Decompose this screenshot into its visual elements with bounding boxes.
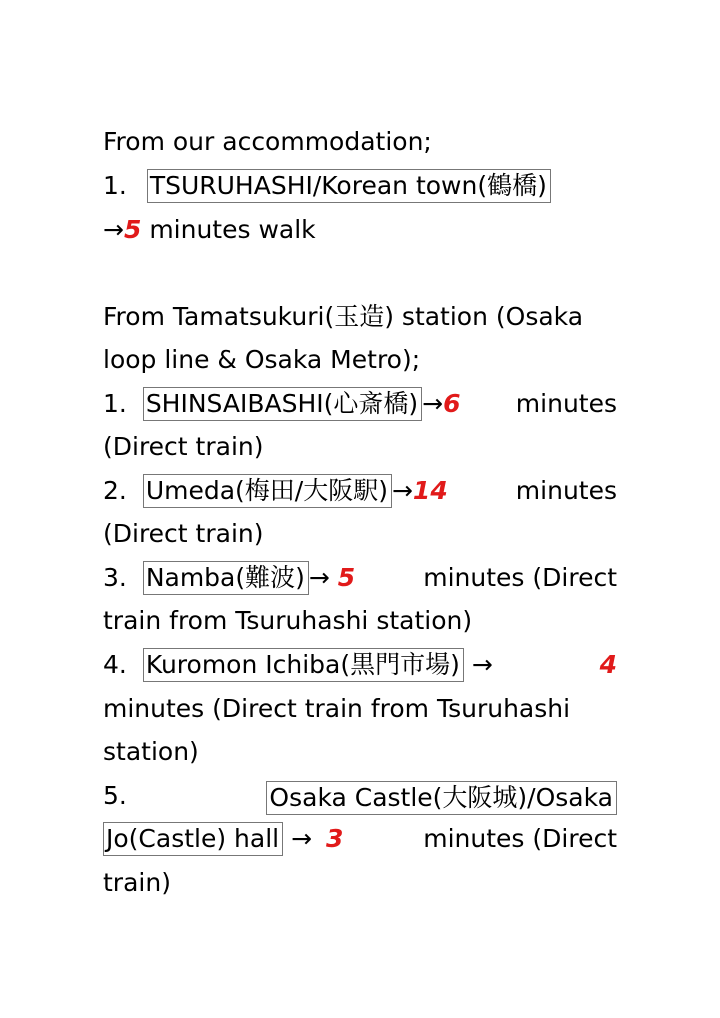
item-index: 5. [103,781,127,810]
list-item [103,476,617,510]
minutes-label: minutes (Direct [423,563,617,592]
station-heading-line-1 [103,302,617,336]
minutes-number: 4 [599,650,617,679]
destination-box: Osaka Castle(大阪城)/Osaka [266,781,617,815]
list-item-continuation: minutes (Direct train from Tsuruhashi [103,694,571,723]
item-index: 1. [103,389,127,418]
minutes-number: 5 [123,215,142,244]
walk-time-line [103,215,316,249]
destination-box: SHINSAIBASHI(心斎橋) [143,387,422,421]
item-index: 1. [103,171,127,200]
list-item-continuation: train) [103,868,171,897]
minutes-number: 3 [325,824,344,853]
destination-box: TSURUHASHI/Korean town(鶴橋) [147,169,551,203]
list-item [103,563,617,597]
list-item [103,389,617,423]
minutes-label: minutes [515,389,617,418]
item-index: 3. [103,563,127,592]
destination-box-continued: Jo(Castle) hall [103,822,283,856]
list-item-continuation: (Direct train) [103,432,264,461]
arrow-icon: → [391,476,413,505]
accommodation-heading: From our accommodation; [103,127,432,156]
walk-suffix: minutes walk [149,215,316,244]
arrow-icon: → [308,563,330,592]
destination-box: Umeda(梅田/大阪駅) [143,474,392,508]
destination-box: Kuromon Ichiba(黒門市場) [143,648,464,682]
minutes-number: 5 [337,563,356,592]
station-heading-line-2: loop line & Osaka Metro); [103,345,421,374]
list-item-continuation [103,824,617,858]
list-item [103,781,617,815]
arrow-icon: → [291,824,313,853]
arrow-icon: → [103,215,124,244]
walk-item [103,171,551,205]
arrow-icon: → [471,650,493,679]
station-heading-text: From Tamatsukuri(玉造) station (Osaka [103,302,584,331]
list-item-continuation: train from Tsuruhashi station) [103,606,473,635]
list-item [103,650,617,684]
item-index: 2. [103,476,127,505]
item-index: 4. [103,650,127,679]
list-item-continuation: station) [103,737,199,766]
minutes-number: 6 [443,389,461,418]
minutes-number: 14 [412,476,448,505]
arrow-icon: → [422,389,444,418]
list-item-continuation: (Direct train) [103,519,264,548]
minutes-label: minutes [515,476,617,505]
minutes-label: minutes (Direct [423,824,617,853]
destination-box: Namba(難波) [143,561,309,595]
